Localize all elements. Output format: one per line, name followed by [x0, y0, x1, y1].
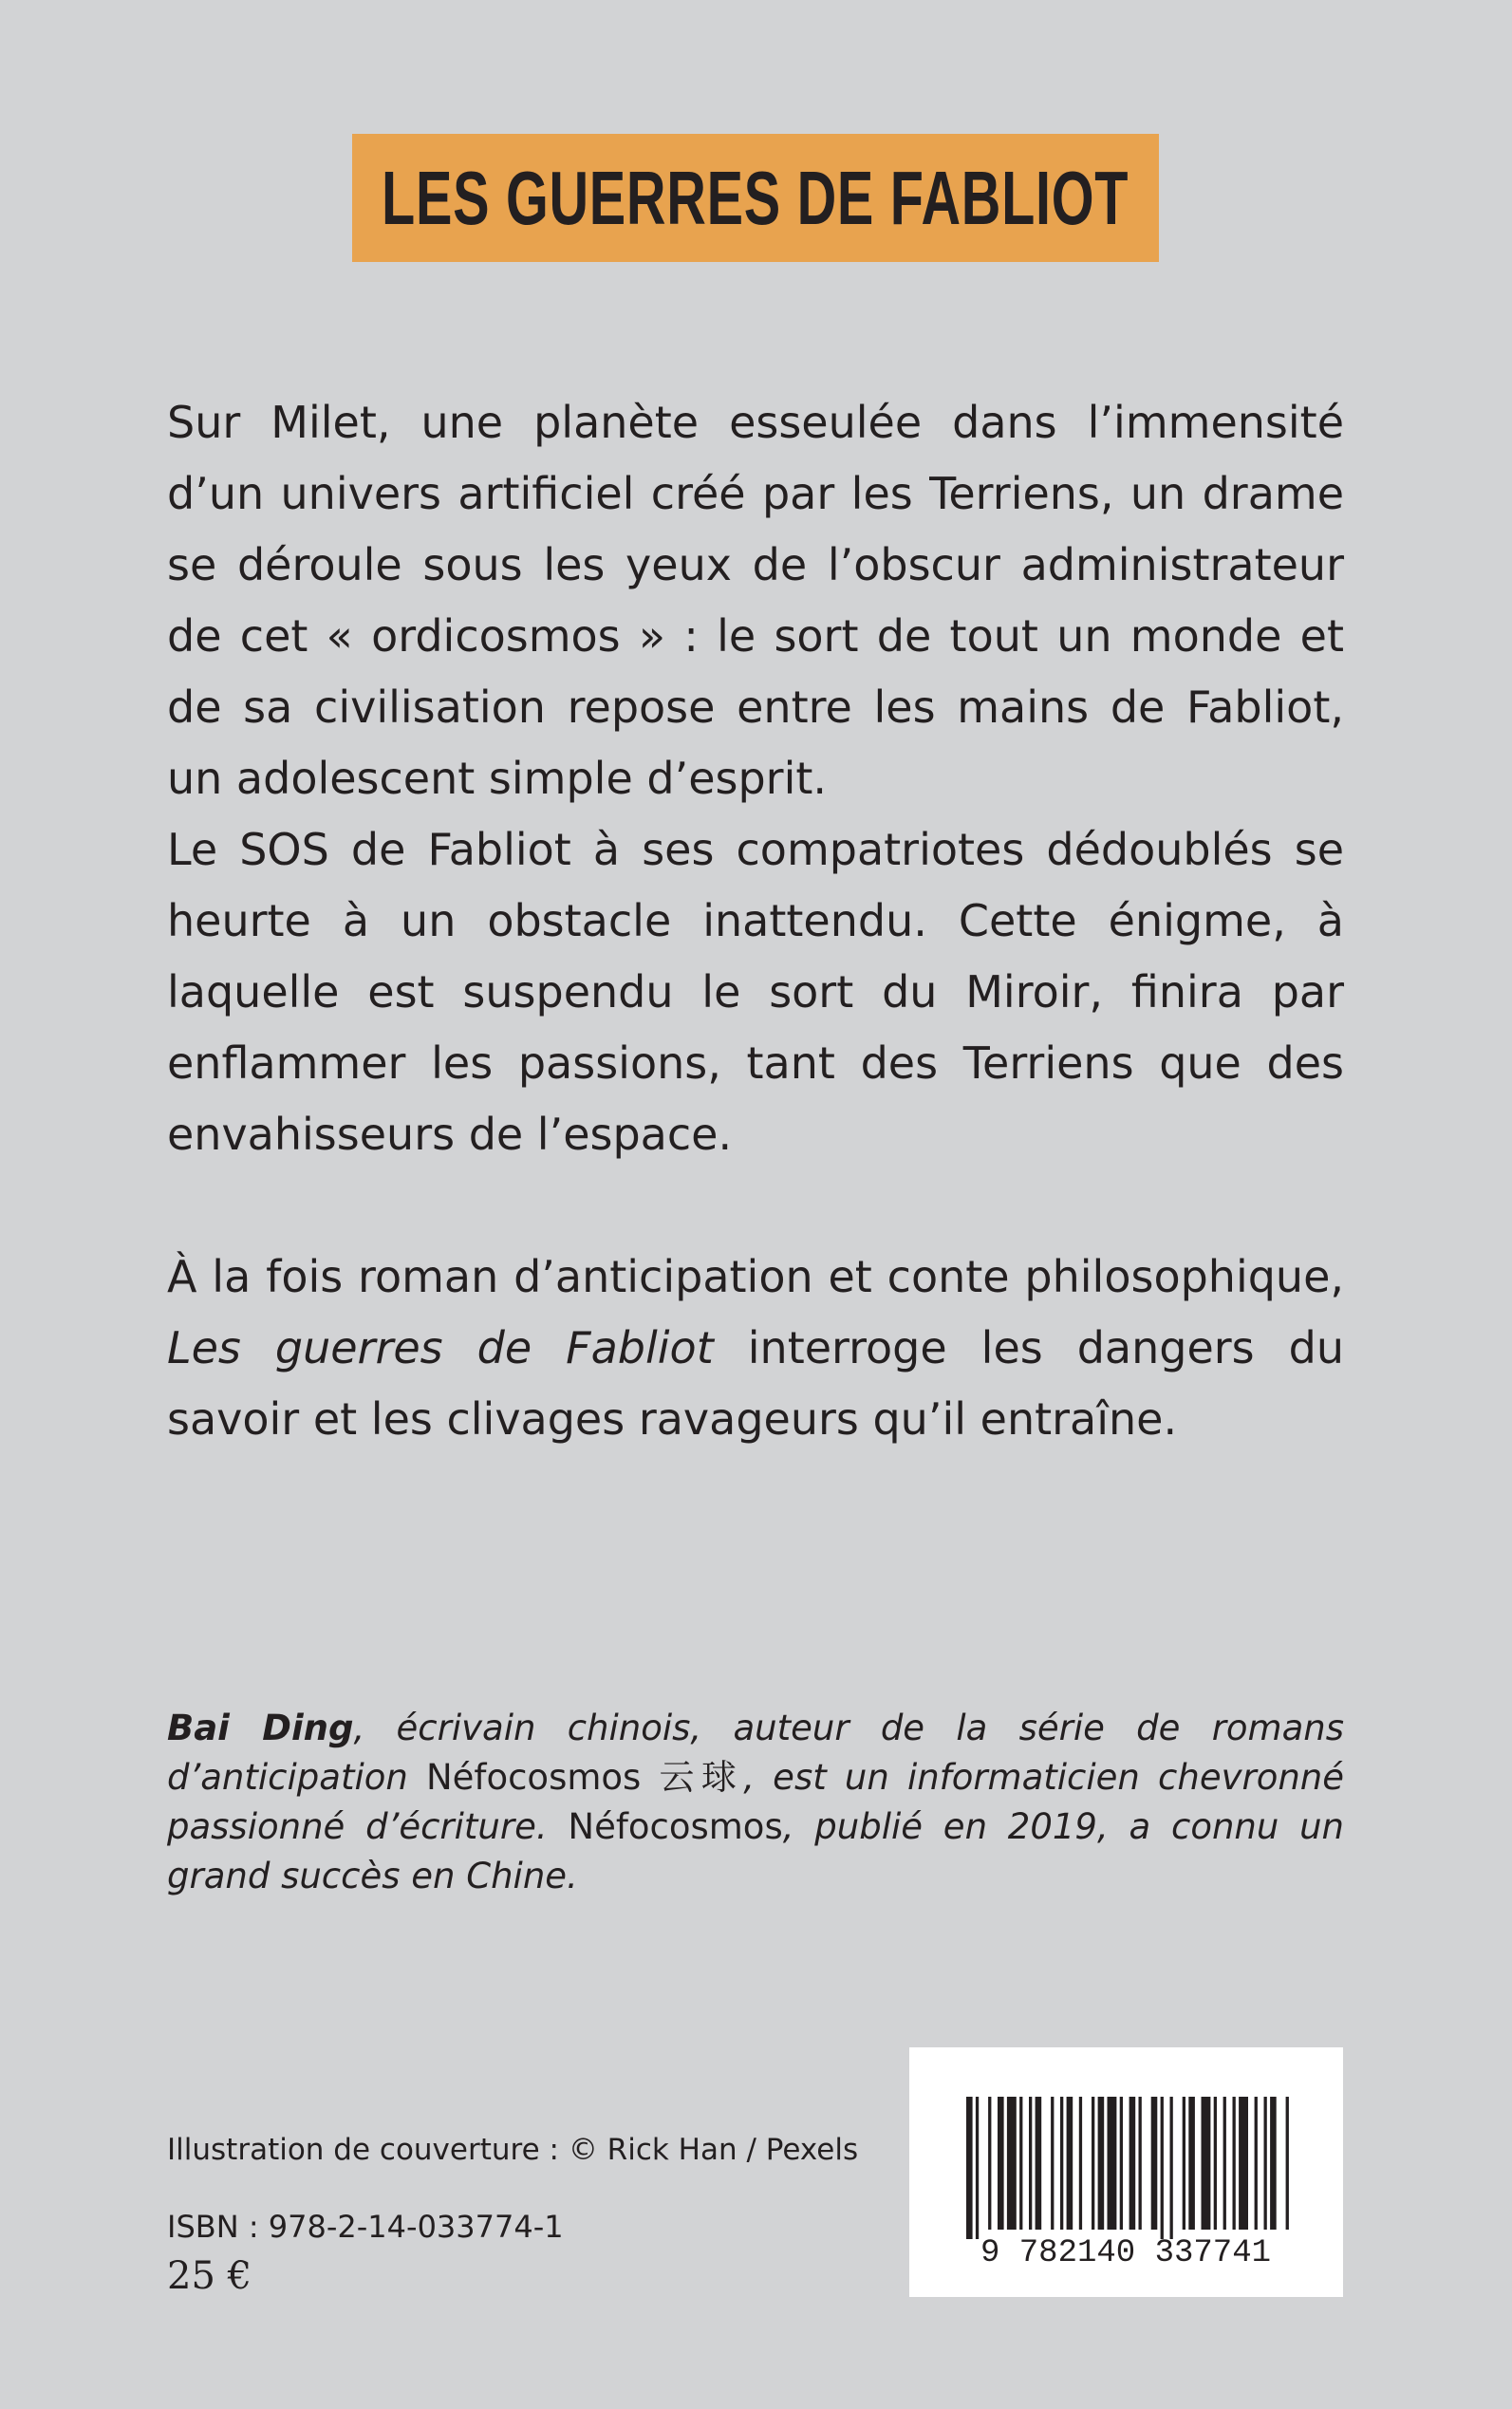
barcode-bar: [998, 2097, 1004, 2230]
barcode-bar: [1036, 2097, 1042, 2230]
barcode-bar: [1079, 2097, 1082, 2230]
barcode-bar: [1239, 2097, 1248, 2230]
price: 25 €: [167, 2254, 252, 2298]
bio-part-1: , écrivain chinois, auteur de la série de romans d’anticipation: [167, 1708, 1344, 1798]
barcode-bar: [1170, 2097, 1173, 2239]
barcode-bar: [1092, 2097, 1094, 2230]
bio-series-name: Néfocosmos: [425, 1757, 642, 1798]
barcode-bar: [1161, 2097, 1164, 2239]
book-title: LES GUERRES DE FABLIOT: [382, 155, 1129, 240]
barcode-bar: [1233, 2097, 1236, 2230]
author-bio-text: [167, 1704, 1344, 1901]
barcode-bar: [1270, 2097, 1277, 2230]
blurb-p3-book-title: Les guerres de Fabliot: [167, 1322, 714, 1373]
bio-chinese-title: 云球: [641, 1757, 744, 1798]
barcode-bar: [1051, 2097, 1054, 2230]
barcode-bar: [1108, 2097, 1117, 2230]
barcode-graphic: [909, 2047, 1343, 2297]
barcode-bar: [1120, 2097, 1123, 2230]
barcode-bar: [1264, 2097, 1267, 2230]
bio-part-2: , est un informaticien chevronné passionné d’écriture.: [167, 1757, 1345, 1847]
barcode-bar: [988, 2097, 991, 2230]
barcode-bars: [966, 2097, 1289, 2239]
barcode-digits: 9 782140 337741: [980, 2235, 1272, 2271]
barcode-bar: [1255, 2097, 1258, 2230]
barcode-bar: [1019, 2097, 1022, 2230]
barcode-bar: [966, 2097, 973, 2239]
barcode-bar: [1202, 2097, 1211, 2230]
bio-series-name-2: Néfocosmos: [568, 1806, 783, 1847]
blurb-paragraph-3: [167, 1242, 1344, 1455]
barcode-bar: [1029, 2097, 1032, 2230]
barcode-bar: [1214, 2097, 1217, 2230]
blurb-paragraph-1: Sur Milet, une planète esseulée dans l’immensité d’un univers artificiel créé par les Terriens, un drame se déroule sous les yeux de l’obscur administrateur de cet « ordicosmos » : le sort de tout un monde et de sa civilisation repose entre les mains de Fabliot, un adolescent simple d’esprit.: [167, 397, 1344, 804]
barcode-bar: [1067, 2097, 1073, 2230]
author-bio: [167, 1704, 1344, 1901]
barcode-bar: [1007, 2097, 1017, 2230]
barcode-bar: [1183, 2097, 1185, 2230]
author-name: Bai Ding: [167, 1708, 354, 1748]
title-band: [352, 134, 1159, 262]
blurb-p3-end: interroge les dangers du savoir et les clivages ravageurs qu’il entraîne.: [167, 1322, 1345, 1445]
barcode-bar: [1223, 2097, 1226, 2230]
barcode-bar: [1188, 2097, 1195, 2230]
bio-part-3: , publié en 2019, a connu un grand succès en Chine.: [167, 1806, 1344, 1896]
barcode-bar: [1151, 2097, 1158, 2230]
isbn: ISBN : 978-2-14-033774-1: [167, 2209, 564, 2245]
blurb-p3-start: À la fois roman d’anticipation et conte philosophique,: [167, 1251, 1344, 1302]
barcode-bar: [1286, 2097, 1289, 2230]
barcode-bar: [1139, 2097, 1142, 2230]
barcode-bar: [1129, 2097, 1136, 2230]
barcode-bar: [1060, 2097, 1063, 2230]
barcode-bar: [976, 2097, 979, 2239]
barcode-bar: [1098, 2097, 1105, 2230]
barcode: [909, 2047, 1343, 2297]
back-cover-blurb: [167, 387, 1344, 1455]
blurb-paragraph-2: Le SOS de Fabliot à ses compatriotes dédoublés se heurte à un obstacle inattendu. Cette énigme, à laquelle est suspendu le sort du Miroir, finira par enflammer les passions, tant des Terriens que des envahisseurs de l’espace.: [167, 824, 1344, 1160]
illustration-credit: Illustration de couverture : © Rick Han / Pexels: [167, 2133, 859, 2167]
